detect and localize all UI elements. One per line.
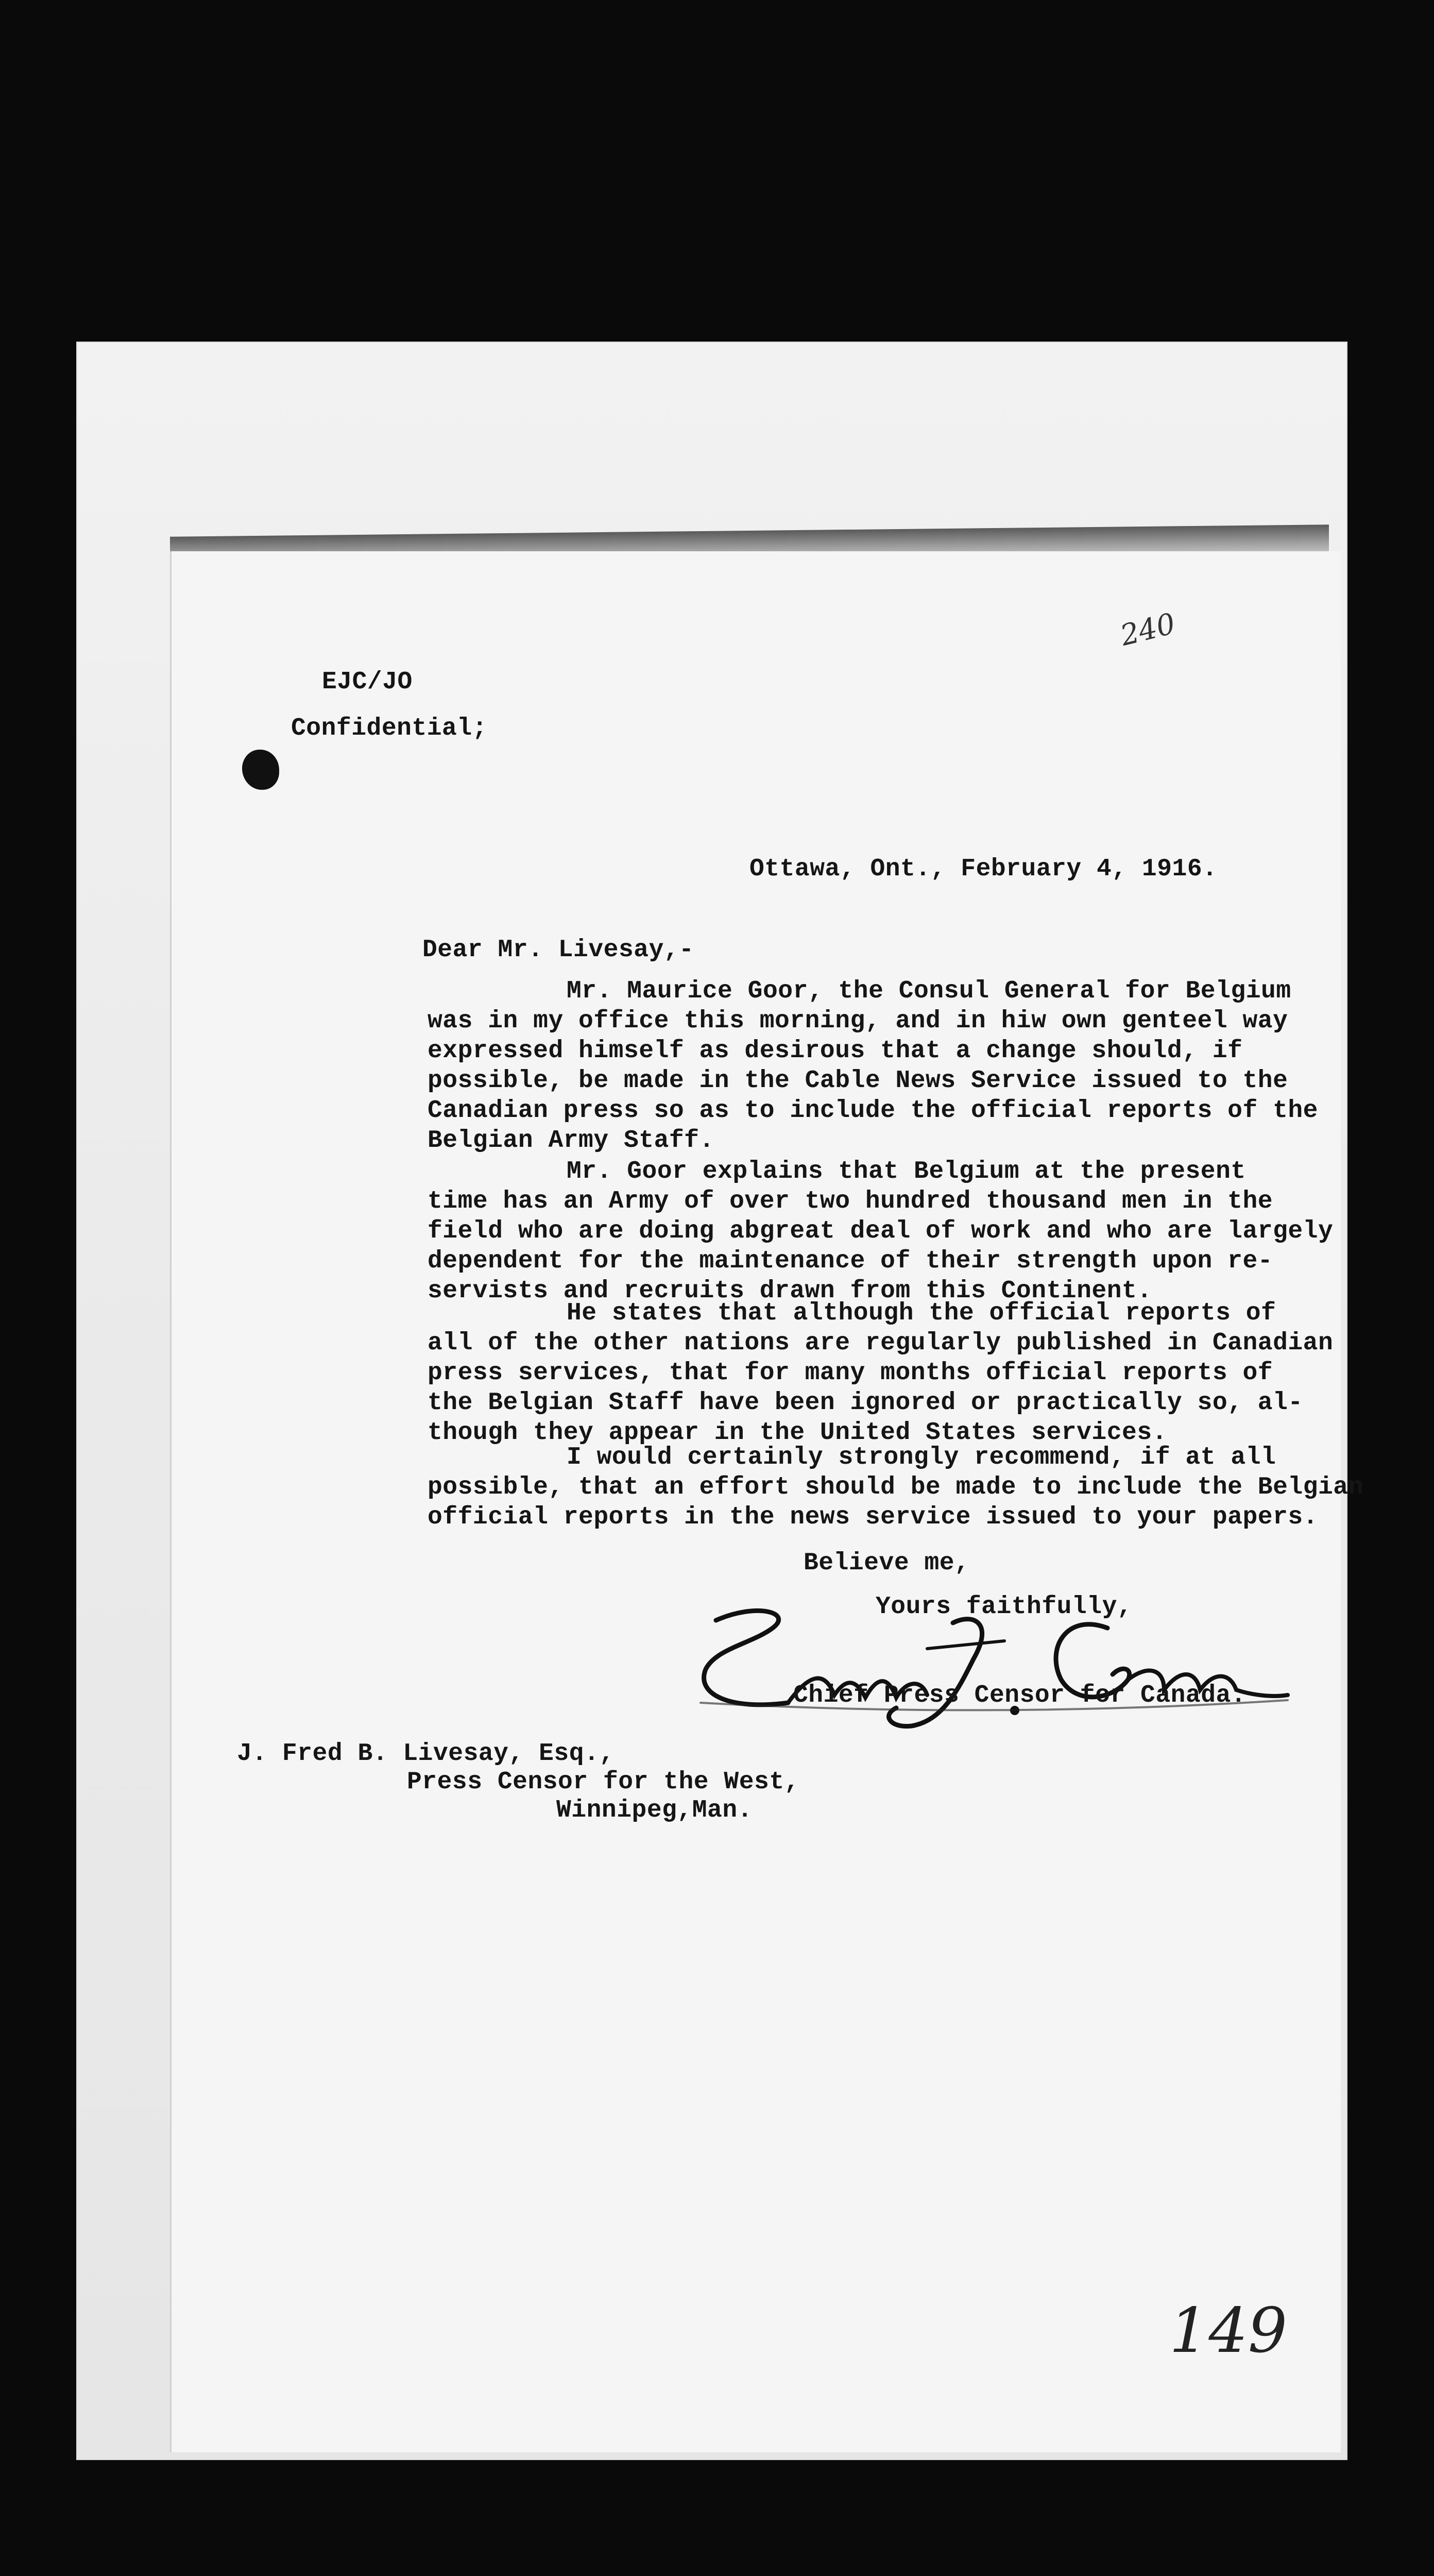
- recipient-city: Winnipeg,Man.: [556, 1797, 753, 1824]
- paragraph-3: He states that although the official reports of all of the other nations are regularly published in Canadian press services, that for many months official reports of the Belgian Staff have been ignored or practically so, al- though they appear in the United States services.: [428, 1299, 1334, 1447]
- paragraph-4: I would certainly strongly recommend, if at all possible, that an effort should be made to include the Belgian official reports in the news service issued to your papers.: [428, 1444, 1363, 1531]
- closing-believe-me: Believe me,: [804, 1549, 970, 1577]
- confidential-label: Confidential;: [291, 715, 487, 742]
- signer-title: Chief Press Censor for Canada.: [793, 1682, 1247, 1709]
- closing-yours-faithfully: Yours faithfully,: [876, 1593, 1133, 1621]
- recipient-title: Press Censor for the West,: [407, 1768, 799, 1796]
- reference-code: EJC/JO: [322, 668, 413, 696]
- salutation: Dear Mr. Livesay,-: [422, 936, 694, 964]
- pencil-file-number: 240: [1117, 607, 1179, 653]
- paragraph-2: Mr. Goor explains that Belgium at the present time has an Army of over two hundred thousand men in the field who are doing abgreat deal of work and who are largely dependent for the maintenance of their strength upon re- servists and recruits drawn from this Continent.: [428, 1158, 1334, 1305]
- place-date: Ottawa, Ont., February 4, 1916.: [749, 855, 1218, 883]
- recipient-name: J. Fred B. Livesay, Esq.,: [237, 1740, 614, 1768]
- paragraph-1: Mr. Maurice Goor, the Consul General for Belgium was in my office this morning, and in hiw own genteel way expressed himself as desirous that a change should, if possible, be made in the Cable News Service issued to the Canadian press so as to include the official reports of the Belgian Army Staff.: [428, 977, 1318, 1155]
- handwritten-signature: [685, 1592, 1293, 1741]
- folio-number: 149: [1169, 2295, 1288, 2367]
- punch-hole: [242, 750, 279, 790]
